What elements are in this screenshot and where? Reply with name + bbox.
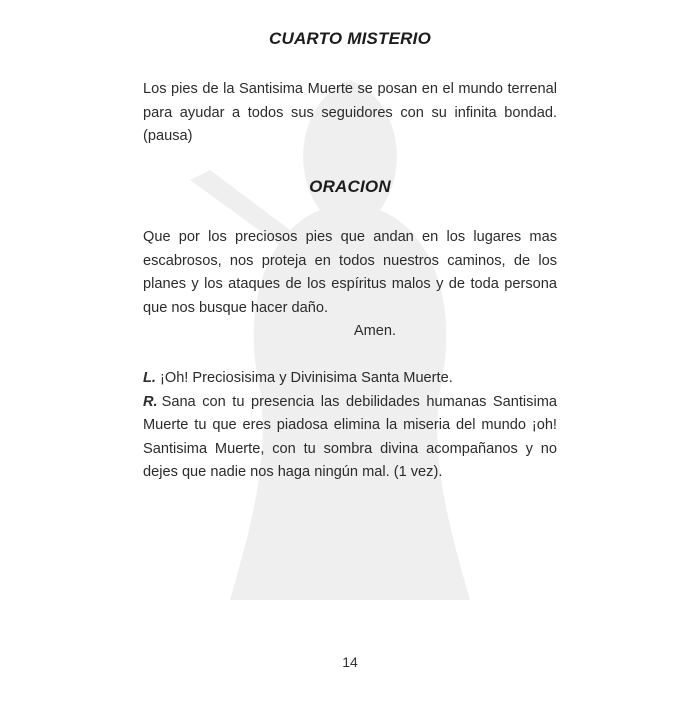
litany-block	[143, 367, 557, 485]
prayer-title: ORACION	[309, 177, 391, 196]
leader-marker: L.	[143, 370, 156, 386]
mystery-title: CUARTO MISTERIO	[269, 29, 431, 48]
leader-line	[143, 367, 557, 391]
mystery-text: Los pies de la Santisima Muerte se posan en el mundo terrenal para ayudar a todos sus seguidores con su infinita bondad. (pausa)	[143, 81, 557, 144]
leader-text: ¡Oh! Preciosisima y Divinisima Santa Muerte.	[159, 370, 453, 386]
response-text: Sana con tu presencia las debilidades humanas Santisima Muerte tu que eres piadosa elimina la miseria del mundo ¡oh! Santisima Muerte, con tu sombra divina acompañanos y no dejes que nadie nos haga ningún mal. (1 vez).	[143, 393, 557, 480]
amen-line: Amen.	[353, 323, 397, 339]
page-number: 14	[342, 654, 358, 670]
response-marker: R.	[143, 393, 158, 410]
prayer-text: Que por los preciosos pies que andan en los lugares mas escabrosos, nos proteja en todos nuestros caminos, de los planes y los ataques de los espíritus malos y de toda persona que nos busque hacer daño.	[143, 229, 557, 316]
response-line	[143, 391, 557, 485]
